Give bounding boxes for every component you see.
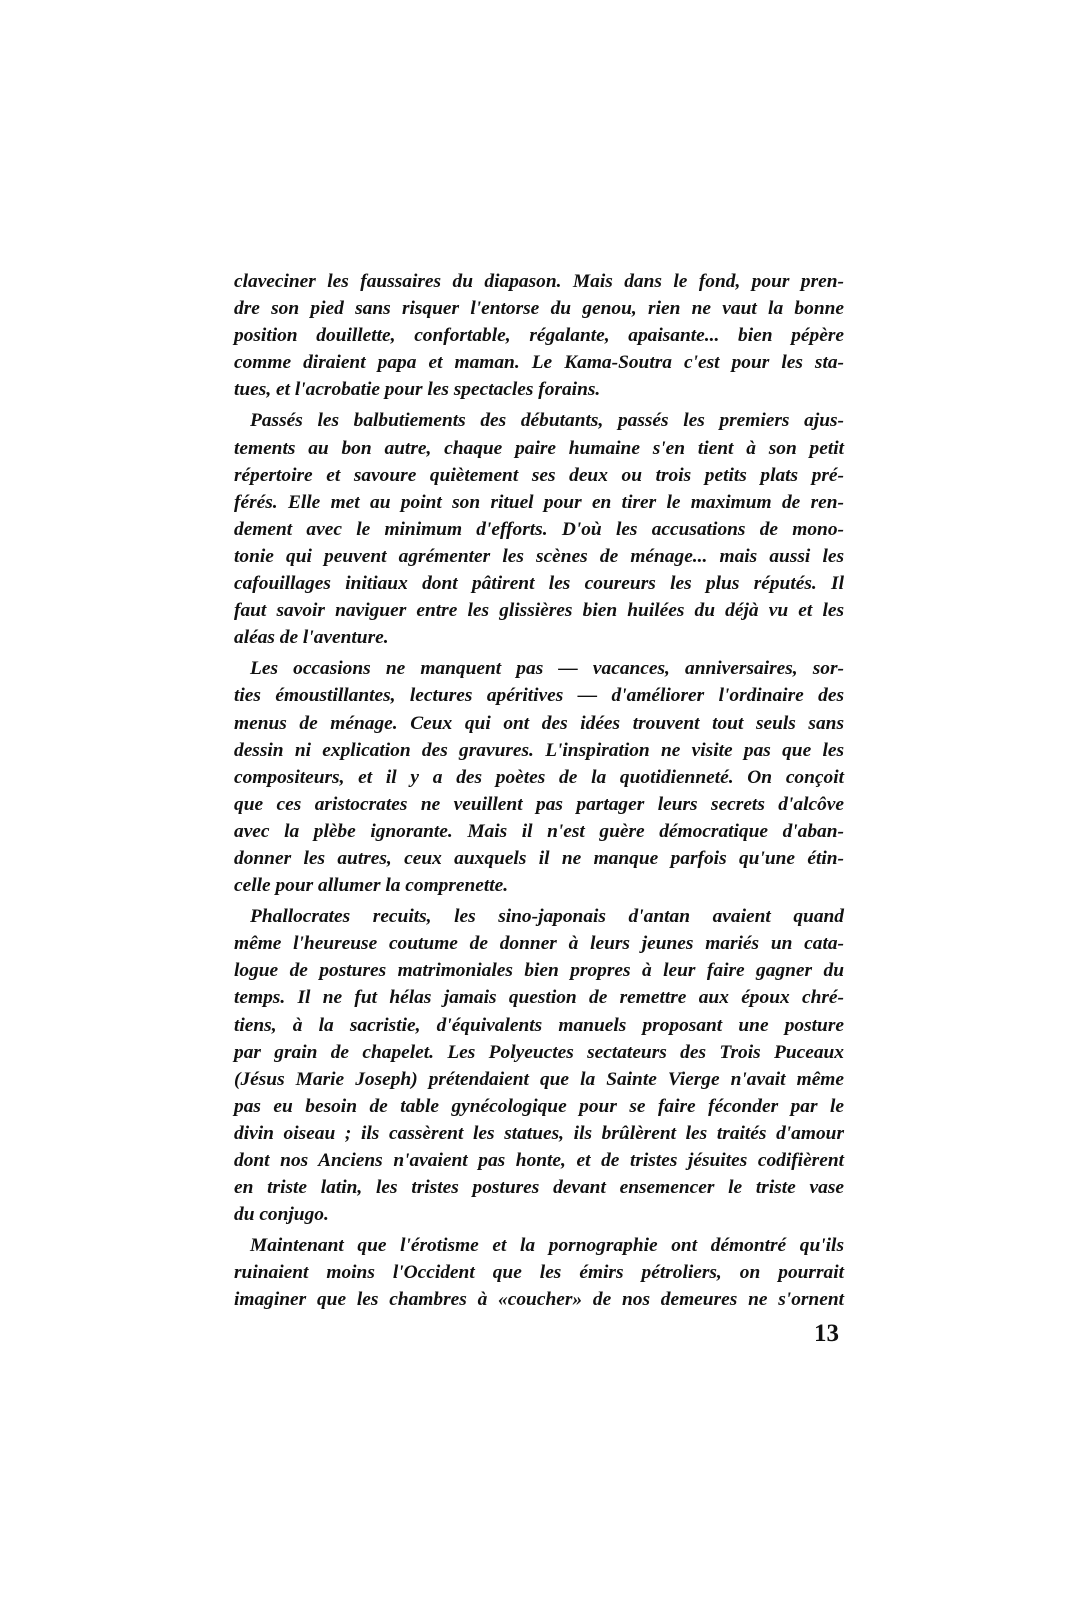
text-line: par grain de chapelet. Les Polyeuctes sectateurs des Trois Puceaux <box>234 1041 844 1063</box>
paragraph <box>234 1232 844 1313</box>
text-line: tues, et l'acrobatie pour les spectacles forains. <box>234 379 601 401</box>
text-line: du conjugo. <box>234 1204 329 1226</box>
text-line: même l'heureuse coutume de donner à leurs jeunes mariés un cata- <box>234 933 844 955</box>
text-line: aléas de l'aventure. <box>234 627 389 649</box>
text-line: en triste latin, les tristes postures devant ensemencer le triste vase <box>234 1177 844 1199</box>
text-line: temps. Il ne fut hélas jamais question de remettre aux époux chré- <box>234 987 844 1009</box>
text-line: comme diraient papa et maman. Le Kama-Soutra c'est pour les sta- <box>234 352 844 374</box>
text-line: férés. Elle met au point son rituel pour en tirer le maximum de ren- <box>234 491 844 513</box>
text-line: avec la plèbe ignorante. Mais il n'est guère démocratique d'aban- <box>234 820 844 842</box>
text-line: répertoire et savoure quiètement ses deux ou trois petits plats pré- <box>234 464 844 486</box>
text-line: dre son pied sans risquer l'entorse du genou, rien ne vaut la bonne <box>234 298 844 320</box>
text-line: pas eu besoin de table gynécologique pour se faire féconder par le <box>234 1095 844 1117</box>
text-line: ties émoustillantes, lectures apéritives — d'améliorer l'ordinaire des <box>234 685 844 707</box>
text-line: position douillette, confortable, régalante, apaisante... bien pépère <box>234 325 844 347</box>
text-line: celle pour allumer la comprenette. <box>234 875 509 897</box>
text-line: tiens, à la sacristie, d'équivalents manuels proposant une posture <box>234 1014 844 1036</box>
text-line: que ces aristocrates ne veuillent pas partager leurs secrets d'alcôve <box>234 793 844 815</box>
text-line: tonie qui peuvent agrémenter les scènes de ménage... mais aussi les <box>234 545 844 567</box>
paragraph <box>234 407 844 651</box>
text-line: dement avec le minimum d'efforts. D'où les accusations de mono- <box>234 518 844 540</box>
text-line: divin oiseau ; ils cassèrent les statues, ils brûlèrent les traités d'amour <box>234 1122 844 1144</box>
paragraph <box>234 268 844 403</box>
text-line: imaginer que les chambres à «coucher» de nos demeures ne s'ornent <box>234 1289 844 1311</box>
text-line: dessin ni explication des gravures. L'inspiration ne visite pas que les <box>234 739 844 761</box>
text-line: faut savoir naviguer entre les glissières bien huilées du déjà vu et les <box>234 600 844 622</box>
text-line: Maintenant que l'érotisme et la pornographie ont démontré qu'ils <box>250 1235 844 1257</box>
text-line: dont nos Anciens n'avaient pas honte, et de tristes jésuites codifièrent <box>234 1150 844 1171</box>
text-line: claveciner les faussaires du diapason. Mais dans le fond, pour pren- <box>234 271 844 292</box>
text-line: Passés les balbutiements des débutants, passés les premiers ajus- <box>250 410 844 432</box>
text-line: cafouillages initiaux dont pâtirent les coureurs les plus réputés. Il <box>234 573 844 595</box>
paragraph <box>234 903 844 1228</box>
body-text <box>234 268 844 1314</box>
text-line: Phallocrates recuits, les sino-japonais d'antan avaient quand <box>250 906 844 928</box>
text-line: donner les autres, ceux auxquels il ne manque parfois qu'une étin- <box>234 847 844 869</box>
text-line: Les occasions ne manquent pas — vacances, anniversaires, sor- <box>250 658 844 680</box>
page-number: 13 <box>814 1320 839 1347</box>
text-line: (Jésus Marie Joseph) prétendaient que la Sainte Vierge n'avait même <box>234 1068 844 1090</box>
text-line: menus de ménage. Ceux qui ont des idées trouvent tout seuls sans <box>234 712 844 734</box>
text-line: logue de postures matrimoniales bien propres à leur faire gagner du <box>234 960 844 982</box>
text-line: ruinaient moins l'Occident que les émirs pétroliers, on pourrait <box>234 1262 844 1284</box>
text-line: compositeurs, et il y a des poètes de la quotidienneté. On conçoit <box>234 766 844 788</box>
paragraph <box>234 655 844 899</box>
text-line: tements au bon autre, chaque paire humaine s'en tient à son petit <box>234 437 844 459</box>
